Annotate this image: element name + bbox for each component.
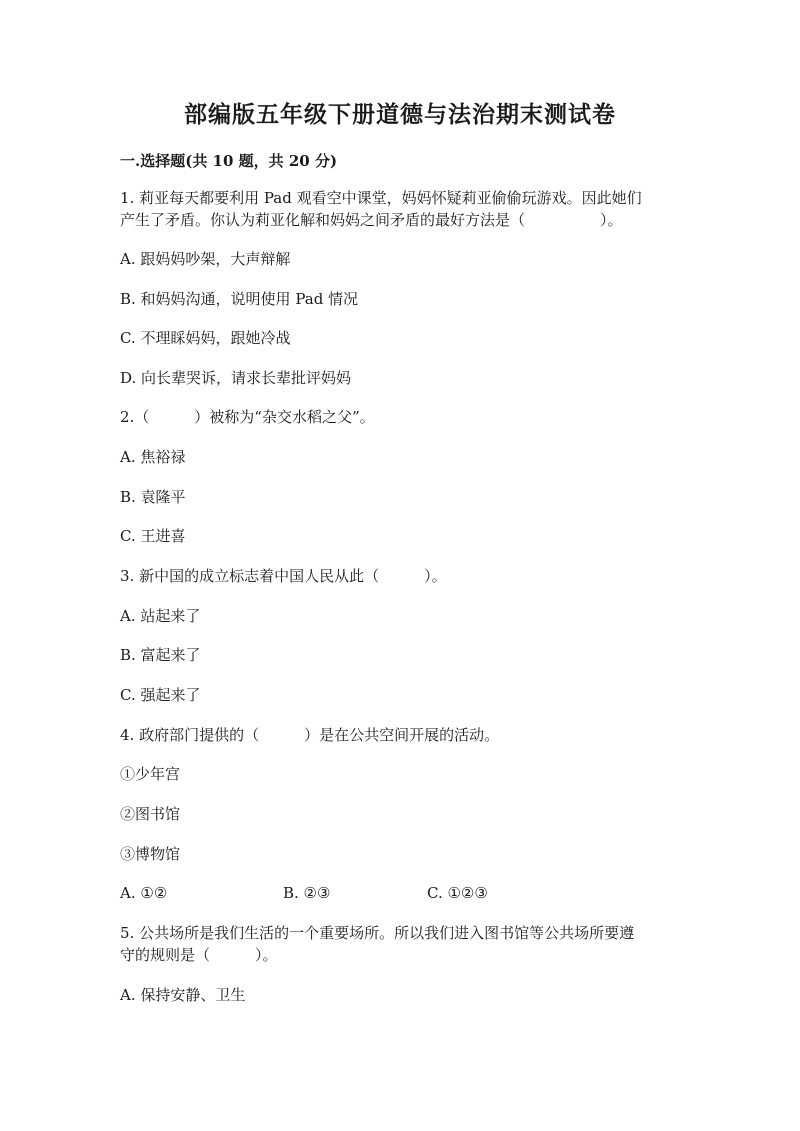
question-4-option-c: C. ①②③ [427,884,488,902]
question-2-option-c: C. 王进喜 [120,527,186,545]
question-3-option-b: B. 富起来了 [120,646,201,664]
question-3-option-a: A. 站起来了 [120,607,201,625]
question-1-option-c: C. 不理睬妈妈，跟她冷战 [120,329,291,347]
question-4-item-2: ②图书馆 [120,805,181,823]
question-5-line-2: 守的规则是（ ）。 [120,946,278,964]
question-1-option-d: D. 向长辈哭诉，请求长辈批评妈妈 [120,369,352,387]
section-heading: 一.选择题(共 10 题，共 20 分) [120,152,338,170]
question-4-option-a: A. ①② [120,884,168,902]
question-3-stem: 3. 新中国的成立标志着中国人民从此（ ）。 [120,567,447,585]
question-5-line-1: 5. 公共场所是我们生活的一个重要场所。所以我们进入图书馆等公共场所要遵 [120,924,635,942]
question-4-item-3: ③博物馆 [120,845,181,863]
question-2-option-b: B. 袁隆平 [120,488,186,506]
page-title: 部编版五年级下册道德与法治期末测试卷 [184,101,616,128]
question-4-stem: 4. 政府部门提供的（ ）是在公共空间开展的活动。 [120,726,500,744]
question-1-option-b: B. 和妈妈沟通，说明使用 Pad 情况 [120,290,359,308]
question-2-option-a: A. 焦裕禄 [120,448,186,466]
question-1-line-1: 1. 莉亚每天都要利用 Pad 观看空中课堂，妈妈怀疑莉亚偷偷玩游戏。因此她们 [120,189,642,207]
question-3-option-c: C. 强起来了 [120,686,201,704]
question-2-stem: 2.（ ）被称为“杂交水稻之父”。 [120,408,375,426]
question-4-option-b: B. ②③ [283,884,331,902]
question-1-option-a: A. 跟妈妈吵架，大声辩解 [120,250,291,268]
question-1-line-2: 产生了矛盾。你认为莉亚化解和妈妈之间矛盾的最好方法是（ ）。 [120,211,623,229]
question-5-option-a: A. 保持安静、卫生 [120,986,246,1004]
question-4-item-1: ①少年宫 [120,765,181,783]
